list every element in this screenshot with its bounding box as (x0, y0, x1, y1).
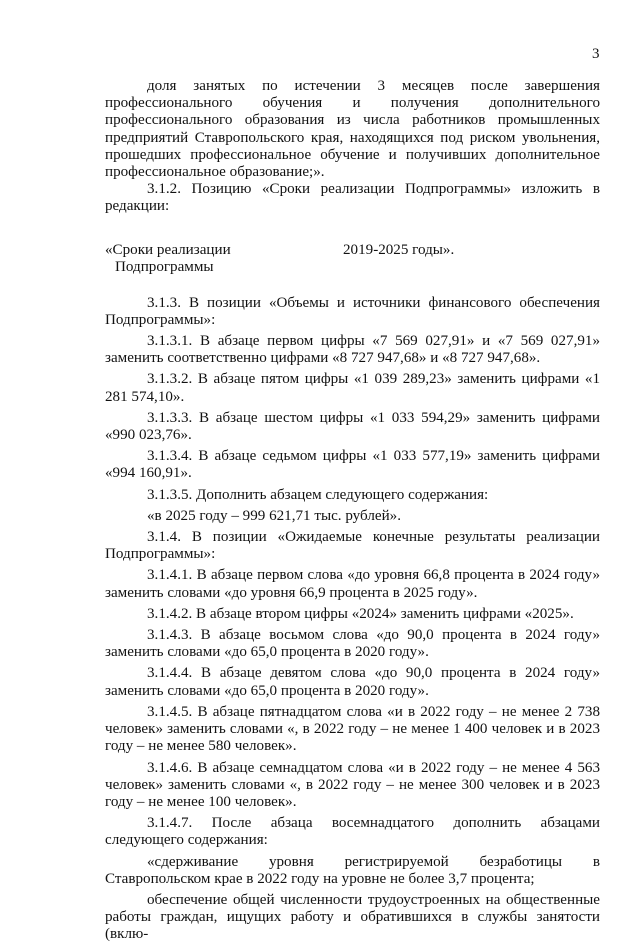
srok-label-line1: «Сроки реализации (105, 241, 231, 258)
paragraph: «в 2025 году – 999 621,71 тыс. рублей». (147, 507, 401, 524)
document-body (105, 78, 600, 944)
srok-label-line2: Подпрограммы (115, 258, 214, 275)
paragraph: 3.1.3.1. В абзаце первом цифры «7 569 027,91» и «7 569 027,91» заменить соответственно цифрами «8 727 947,68» и «8 727 947,68». (105, 333, 600, 367)
paragraph: 3.1.3.4. В абзаце седьмом цифры «1 033 577,19» заменить цифрами «994 160,91». (105, 448, 600, 482)
srok-realizatsii-block (105, 242, 600, 278)
srok-label (105, 242, 275, 276)
paragraph: 3.1.4.1. В абзаце первом слова «до уровня 66,8 процента в 2024 году» заменить словами «до уровня 66,9 процента в 2025 году». (105, 567, 600, 601)
paragraph: 3.1.2. Позицию «Сроки реализации Подпрограммы» изложить в редакции: (105, 181, 600, 215)
paragraph: 3.1.3.5. Дополнить абзацем следующего содержания: (147, 486, 489, 503)
paragraph: 3.1.3.2. В абзаце пятом цифры «1 039 289,23» заменить цифрами «1 281 574,10». (105, 371, 600, 405)
paragraph: 3.1.4.6. В абзаце семнадцатом слова «и в 2022 году – не менее 4 563 человек» заменить словами «, в 2022 году – не менее 300 человек и в 2023 году – не менее 100 человек». (105, 759, 600, 810)
paragraph: 3.1.3. В позиции «Объемы и источники финансового обеспечения Подпрограммы»: (105, 294, 600, 328)
srok-value: 2019-2025 годы». (343, 241, 455, 258)
paragraph: 3.1.4. В позиции «Ожидаемые конечные результаты реализации Подпрограммы»: (105, 529, 600, 563)
paragraph: 3.1.4.5. В абзаце пятнадцатом слова «и в 2022 году – не менее 2 738 человек» заменить словами «, в 2022 году – не менее 1 400 человек и в 2023 году – не менее 580 человек». (105, 703, 600, 755)
paragraph: 3.1.3.3. В абзаце шестом цифры «1 033 594,29» заменить цифрами «990 023,76». (105, 409, 600, 444)
page-number: 3 (592, 46, 600, 62)
paragraph: обеспечение общей численности трудоустроенных на общественные работы граждан, ищущих работу и обратившихся в службы занятости (вклю- (105, 891, 600, 943)
paragraph: доля занятых по истечении 3 месяцев после завершения профессионального обучения и получения дополнительного профессионального образования из числа работников промышленных предприятий Ставропольского края, находящихся под риском увольнения, прошедших профессиональное обучение и получивших дополнительное профессиональное образование;». (105, 78, 600, 181)
paragraph: 3.1.4.3. В абзаце восьмом слова «до 90,0 процента в 2024 году» заменить словами «до 65,0 процента в 2020 году». (105, 627, 600, 661)
paragraph: 3.1.4.2. В абзаце втором цифры «2024» заменить цифрами «2025». (147, 605, 574, 622)
paragraph: «сдерживание уровня регистрируемой безработицы в Ставропольском крае в 2022 году на уровне не более 3,7 процента; (105, 853, 600, 887)
paragraph: 3.1.4.4. В абзаце девятом слова «до 90,0 процента в 2024 году» заменить словами «до 65,0 процента в 2020 году». (105, 665, 600, 699)
paragraph: 3.1.4.7. После абзаца восемнадцатого дополнить абзацами следующего содержания: (105, 815, 600, 849)
